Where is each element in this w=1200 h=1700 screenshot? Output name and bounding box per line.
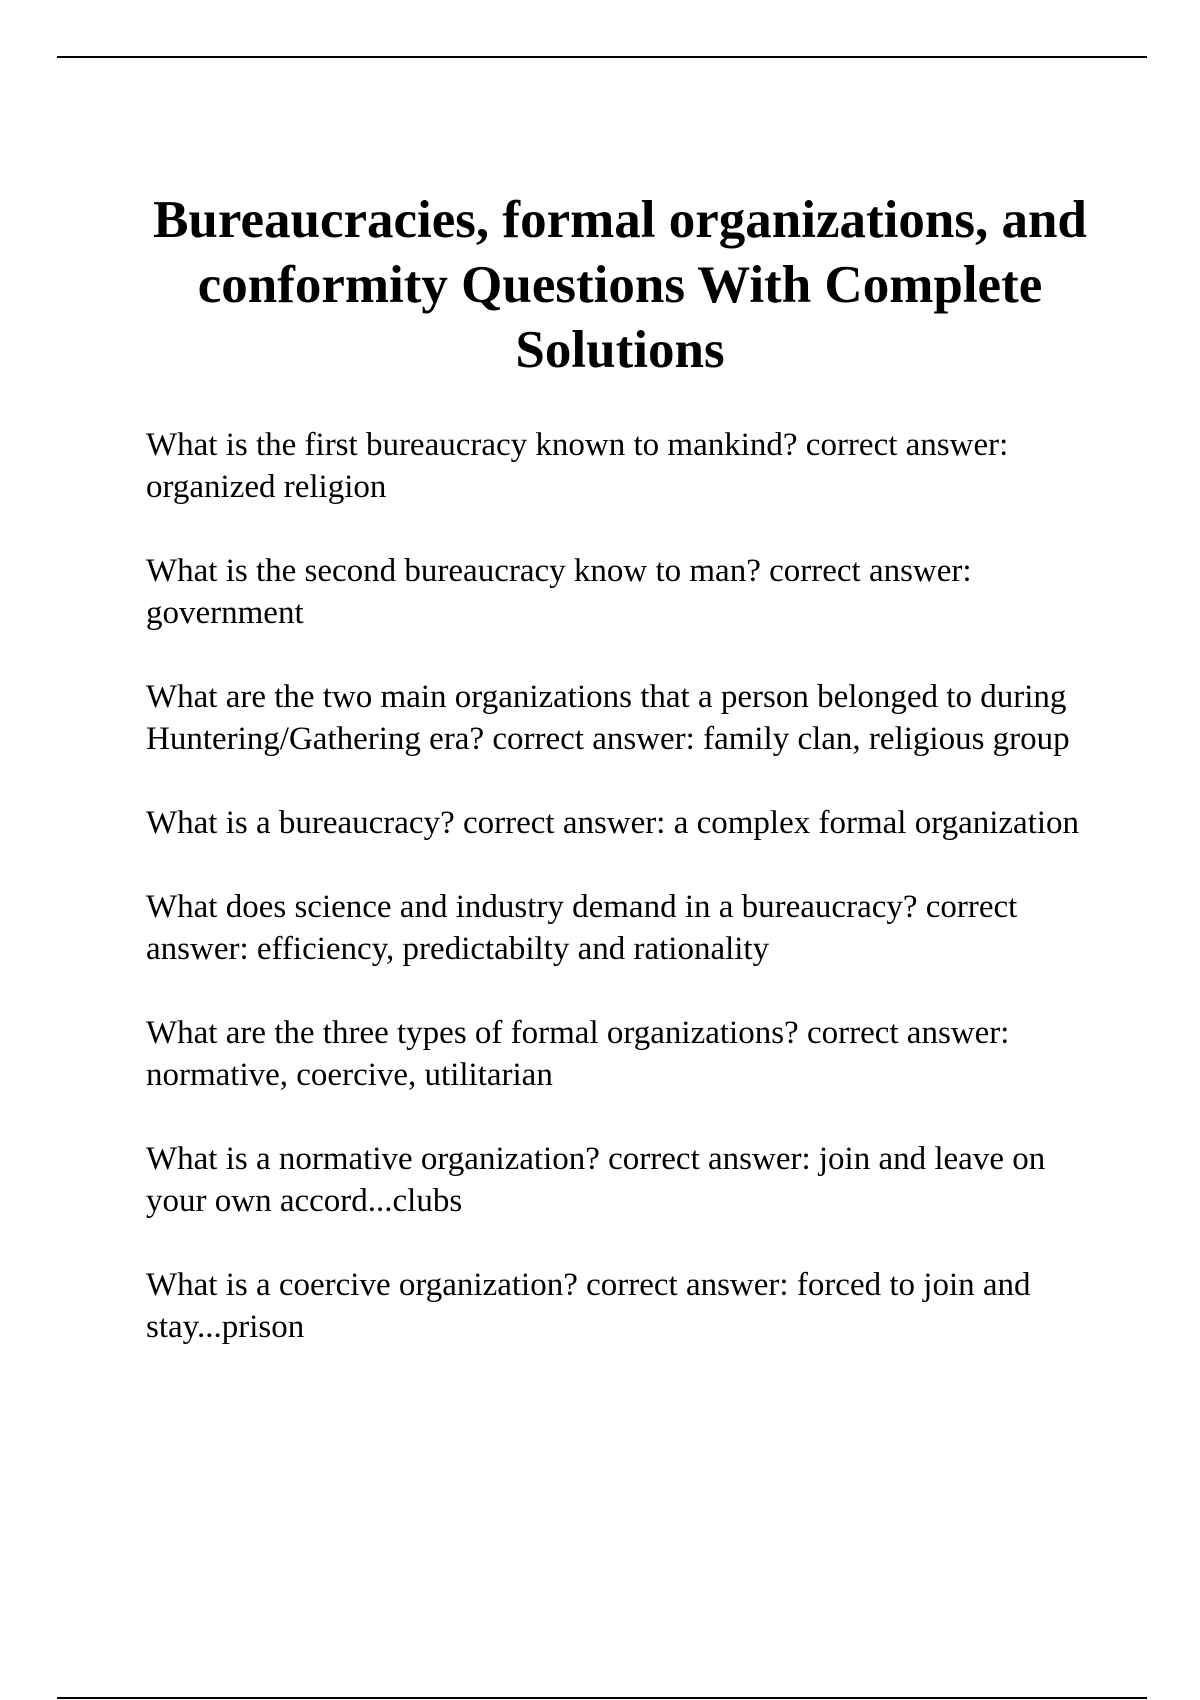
- qa-item-5: [146, 886, 1086, 970]
- answer: government: [146, 595, 304, 631]
- question: What is the first bureaucracy known to mankind?: [146, 427, 798, 463]
- answer-label: correct answer:: [608, 1141, 811, 1177]
- header-rule: [57, 56, 1147, 58]
- footer-rule: [57, 1697, 1147, 1699]
- question: What is a coercive organization?: [146, 1267, 578, 1303]
- question: What is the second bureaucracy know to man?: [146, 553, 761, 589]
- answer: forced to join and stay...prison: [146, 1267, 1039, 1345]
- question: What are the two main organizations that a person belonged to during Huntering/Gathering era?: [146, 679, 1075, 757]
- question: What is a normative organization?: [146, 1141, 600, 1177]
- qa-item-2: [146, 550, 1086, 634]
- answer-label: correct answer:: [462, 805, 666, 841]
- answer: join and leave on your own accord...clubs: [146, 1141, 1054, 1219]
- answer: organized religion: [146, 469, 387, 505]
- answer: efficiency, predictabilty and rationality: [256, 931, 770, 967]
- qa-item-1: [146, 424, 1086, 508]
- answer: normative, coercive, utilitarian: [146, 1057, 553, 1093]
- question: What is a bureaucracy?: [146, 805, 455, 841]
- qa-item-6: [146, 1012, 1086, 1096]
- answer-label: correct answer:: [769, 553, 972, 589]
- qa-list: [146, 424, 1086, 1390]
- answer: a complex formal organization: [673, 805, 1080, 841]
- answer-label: correct answer:: [146, 889, 1026, 967]
- qa-item-7: [146, 1138, 1086, 1222]
- answer-label: correct answer:: [492, 721, 695, 757]
- question: What are the three types of formal organizations?: [146, 1015, 799, 1051]
- qa-item-4: [146, 802, 1086, 844]
- answer-label: correct answer:: [586, 1267, 789, 1303]
- qa-item-3: [146, 676, 1086, 760]
- answer: family clan, religious group: [703, 721, 1070, 757]
- qa-item-8: [146, 1264, 1086, 1348]
- answer-label: correct answer:: [805, 427, 1009, 463]
- answer-label: correct answer:: [806, 1015, 1010, 1051]
- question: What does science and industry demand in a bureaucracy?: [146, 889, 918, 925]
- document-title: Bureaucracies, formal organizations, and conformity Questions With Complete Solutions: [153, 191, 1087, 379]
